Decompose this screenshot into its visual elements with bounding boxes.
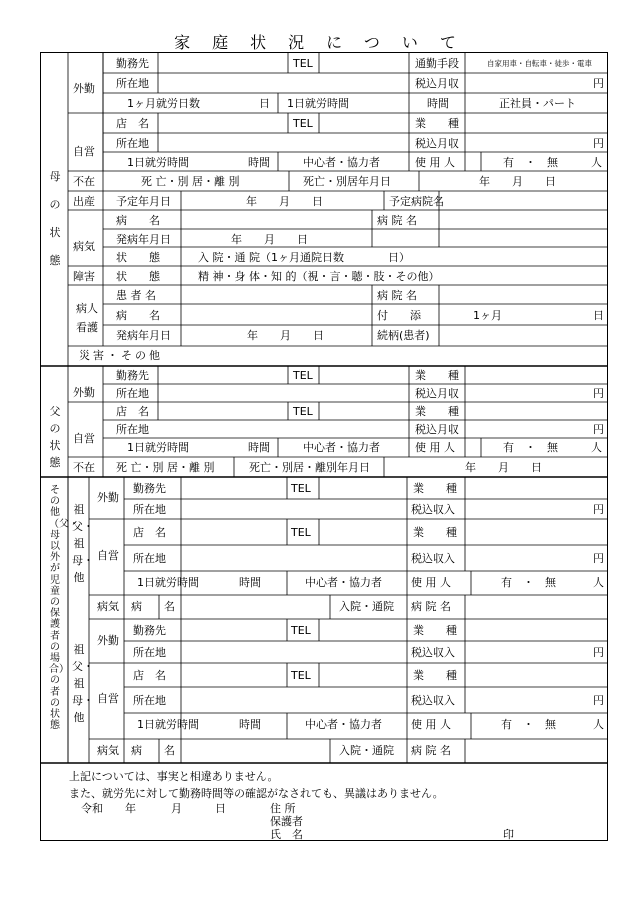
mother-patient-hospital-label: 病 院 名 [377, 289, 417, 302]
other-a-employees-label: 使 用 人 [411, 576, 451, 589]
mother-commute-method-label: 通勤手段 [415, 57, 459, 70]
other-b-self-income-label: 税込収入 [411, 694, 455, 707]
mother-absence-reasons: 死 亡・別 居・離 別 [141, 175, 240, 188]
other-a-self-tel-label: TEL [291, 526, 311, 539]
other-b-hours-unit: 時間 [239, 718, 261, 731]
other-a-self-yen: 円 [593, 552, 604, 565]
mother-relation-label: 続柄(患者) [377, 329, 430, 342]
mother-self-hours-unit: 時間 [248, 156, 270, 169]
other-a-persons-unit: 人 [593, 576, 604, 589]
mother-self-tel-label: TEL [293, 117, 313, 130]
day-label: 日 [215, 802, 226, 815]
other-b-address-label: 所在地 [133, 646, 166, 659]
father-workplace-label: 勤務先 [116, 369, 149, 382]
father-hours-unit: 時間 [248, 441, 270, 454]
other-a-central-partner: 中心者・協力者 [305, 576, 382, 589]
father-yen: 円 [593, 387, 604, 400]
mother-address-label: 所在地 [116, 77, 149, 90]
other-b-daily-hours-label: 1日就労時間 [137, 718, 199, 731]
mother-hospital-status: 入 院・通 院（1ヶ月通院日数 日） [198, 251, 410, 264]
mother-birth-label: 出産 [73, 195, 95, 208]
other-a-shop-label: 店 名 [133, 526, 166, 539]
other-b-illness-label: 病気 [97, 744, 119, 757]
father-employees-label: 使 用 人 [415, 441, 455, 454]
other-b-yen: 円 [593, 646, 604, 659]
mother-death-date-label: 死亡・別居年月日 [303, 175, 391, 188]
mother-workplace-label: 勤務先 [116, 57, 149, 70]
other-a-commute-label: 外勤 [97, 491, 119, 504]
other-b-tel-label: TEL [291, 624, 311, 637]
declaration-line-1: 上記については、事実と相違ありません。 [69, 770, 279, 783]
mother-yes-no: 有 ・ 無 [503, 156, 558, 169]
other-b-disease-label: 病 名 [131, 744, 175, 757]
father-absent-label: 不在 [73, 461, 95, 474]
other-b-label: 祖父・祖母・他 [72, 643, 94, 724]
other-b-self-address-label: 所在地 [133, 694, 166, 707]
mother-shop-label: 店 名 [116, 117, 149, 130]
father-self-tel-label: TEL [293, 405, 313, 418]
other-a-self-address-label: 所在地 [133, 552, 166, 565]
other-section-label: その他（父・母以外が児童の保護者の場合）の者の状態 [49, 485, 79, 732]
other-a-self-industry-label: 業 種 [413, 526, 457, 539]
other-b-income-label: 税込収入 [411, 646, 455, 659]
family-status-form [40, 52, 608, 841]
other-a-hours-unit: 時間 [239, 576, 261, 589]
mother-death-date: 年 月 日 [479, 175, 556, 188]
other-b-self-yen: 円 [593, 694, 604, 707]
mother-illness-label: 病気 [73, 240, 95, 253]
mother-hospital-name-label: 病 院 名 [377, 214, 417, 227]
name-label: 氏 名 [270, 828, 303, 841]
father-commute-label: 外勤 [73, 386, 95, 399]
mother-absent-label: 不在 [73, 175, 95, 188]
mother-commute-label: 外勤 [73, 82, 95, 95]
mother-disease-label: 病 名 [116, 214, 160, 227]
mother-caregiving-label: 病人看護 [76, 302, 98, 334]
mother-attendance-value: 1ヶ月 [473, 309, 502, 322]
mother-onset-label: 発病年月日 [116, 233, 171, 246]
father-yes-no: 有 ・ 無 [503, 441, 558, 454]
mother-patient-onset-label: 発病年月日 [116, 329, 171, 342]
father-self-address-label: 所在地 [116, 423, 149, 436]
father-tel-label: TEL [293, 369, 313, 382]
other-b-workplace-label: 勤務先 [133, 624, 166, 637]
month-label: 月 [171, 802, 182, 815]
mother-days-unit: 日 [259, 97, 270, 110]
father-shop-label: 店 名 [116, 405, 149, 418]
other-b-shop-label: 店 名 [133, 669, 166, 682]
mother-planned-hospital-label: 予定病院名 [389, 195, 444, 208]
mother-attendance-days: 日 [593, 309, 604, 322]
mother-disability-condition-label: 状 態 [116, 270, 160, 283]
other-a-yen: 円 [593, 503, 604, 516]
father-central-partner: 中心者・協力者 [303, 441, 380, 454]
other-a-illness-label: 病気 [97, 600, 119, 613]
other-b-yes-no: 有 ・ 無 [501, 718, 556, 731]
mother-due-date-label: 予定年月日 [116, 195, 171, 208]
other-a-self-label: 自営 [97, 549, 119, 562]
other-a-label: 祖父・祖母・他 [72, 503, 94, 584]
mother-daily-hours-label: 1日就労時間 [287, 97, 349, 110]
mother-yen: 円 [593, 77, 604, 90]
other-b-hospital-name-label: 病 院 名 [411, 744, 451, 757]
mother-attendance-label: 付 添 [377, 309, 421, 322]
other-b-employees-label: 使 用 人 [411, 718, 451, 731]
mother-disability-status: 精 神・身 体・知 的（視・言・聴・肢・その他） [198, 270, 440, 283]
mother-self-address-label: 所在地 [116, 137, 149, 150]
mother-tel-label: TEL [293, 57, 313, 70]
mother-self-label: 自営 [73, 145, 95, 158]
father-persons-unit: 人 [591, 441, 602, 454]
page-title: 家庭状況について [174, 33, 478, 52]
father-self-label: 自営 [73, 432, 95, 445]
other-a-tel-label: TEL [291, 482, 311, 495]
seal-mark: 印 [503, 828, 514, 841]
era-label: 令和 [81, 802, 103, 815]
mother-due-date: 年 月 日 [246, 195, 323, 208]
other-b-hospital-visit: 入院・通院 [339, 744, 394, 757]
other-b-self-industry-label: 業 種 [413, 669, 457, 682]
other-b-commute-label: 外勤 [97, 634, 119, 647]
declaration-line-2: また、就労先に対して勤務時間等の確認がなされても、異議はありません。 [69, 787, 444, 800]
other-b-self-tel-label: TEL [291, 669, 311, 682]
father-self-yen: 円 [593, 423, 604, 436]
father-section-label: 父の状態 [49, 405, 61, 469]
address-label: 住 所 [270, 802, 296, 815]
other-b-persons-unit: 人 [593, 718, 604, 731]
other-a-hospital-name-label: 病 院 名 [411, 600, 451, 613]
other-a-industry-label: 業 種 [413, 482, 457, 495]
mother-patient-onset-date: 年 月 日 [247, 329, 324, 342]
other-a-self-income-label: 税込収入 [411, 552, 455, 565]
mother-persons-unit: 人 [591, 156, 602, 169]
father-absence-reasons: 死 亡・別 居・離 別 [116, 461, 215, 474]
guardian-label: 保護者 [270, 815, 303, 828]
other-b-self-label: 自営 [97, 692, 119, 705]
father-death-date-label: 死亡・別居・離別年月日 [249, 461, 370, 474]
other-a-yes-no: 有 ・ 無 [501, 576, 556, 589]
father-self-industry-label: 業 種 [415, 405, 459, 418]
other-a-income-label: 税込収入 [411, 503, 455, 516]
other-a-daily-hours-label: 1日就労時間 [137, 576, 199, 589]
mother-condition-label: 状 態 [116, 251, 160, 264]
mother-disability-label: 障害 [73, 270, 95, 283]
other-b-central-partner: 中心者・協力者 [305, 718, 382, 731]
signature-area [41, 765, 606, 842]
father-death-date: 年 月 日 [465, 461, 542, 474]
father-self-income-label: 税込月収 [415, 423, 459, 436]
mother-central-partner: 中心者・協力者 [303, 156, 380, 169]
mother-disaster-label: 災害・その他 [79, 349, 163, 362]
mother-onset-date: 年 月 日 [231, 233, 308, 246]
mother-commute-options: 自家用車・自転車・徒歩・電車 [487, 59, 592, 68]
other-a-disease-label: 病 名 [131, 600, 175, 613]
mother-employees-label: 使 用 人 [415, 156, 455, 169]
father-industry-label: 業 種 [415, 369, 459, 382]
father-daily-hours-label: 1日就労時間 [127, 441, 189, 454]
mother-self-daily-hours-label: 1日就労時間 [127, 156, 189, 169]
mother-self-yen: 円 [593, 137, 604, 150]
year-label: 年 [125, 802, 136, 815]
other-a-workplace-label: 勤務先 [133, 482, 166, 495]
mother-employment-type: 正社員・パート [499, 97, 576, 110]
other-a-hospital-visit: 入院・通院 [339, 600, 394, 613]
other-b-industry-label: 業 種 [413, 624, 457, 637]
other-a-address-label: 所在地 [133, 503, 166, 516]
mother-section-label: 母の状態 [49, 170, 61, 267]
mother-industry-label: 業 種 [415, 117, 459, 130]
mother-patient-disease-label: 病 名 [116, 309, 160, 322]
mother-income-label: 税込月収 [415, 77, 459, 90]
mother-patient-label: 患 者 名 [116, 289, 156, 302]
mother-monthly-days-label: 1ヶ月就労日数 [127, 97, 200, 110]
mother-self-income-label: 税込月収 [415, 137, 459, 150]
father-address-label: 所在地 [116, 387, 149, 400]
father-income-label: 税込月収 [415, 387, 459, 400]
mother-hours-unit: 時間 [427, 97, 449, 110]
